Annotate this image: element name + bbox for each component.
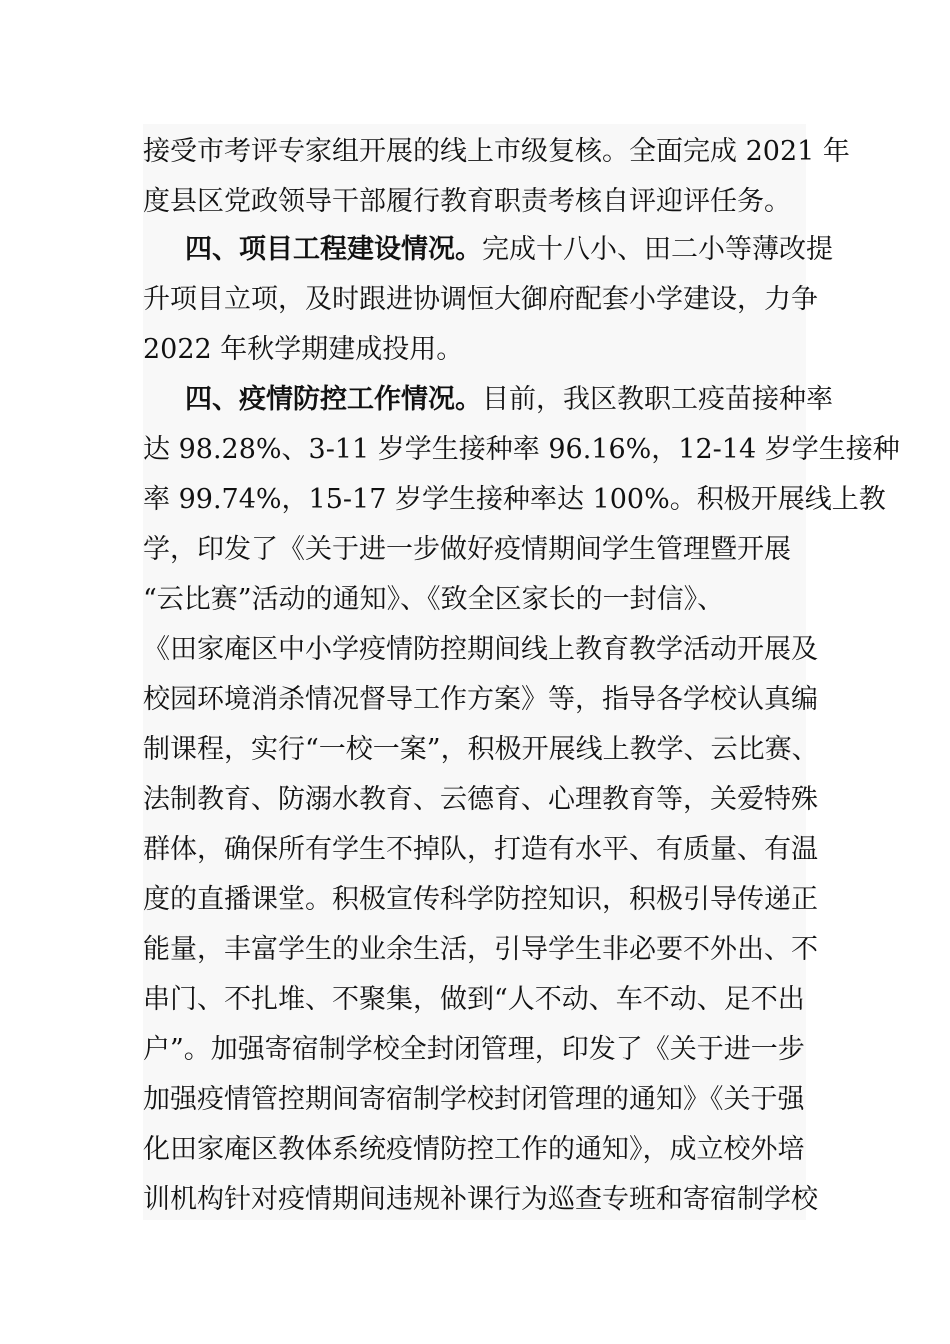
text-line-4: 升项目立项，及时跟进协调恒大御府配套小学建设，力争 <box>143 284 818 315</box>
text-line-7: 达 98.28%、3-11 岁学生接种率 96.16%，12-14 岁学生接种 <box>143 434 900 465</box>
text-line-5: 2022 年秋学期建成投用。 <box>143 334 464 365</box>
text-line-22: 训机构针对疫情期间违规补课行为巡查专班和寄宿制学校 <box>143 1184 818 1215</box>
text-line-17: 能量，丰富学生的业余生活，引导学生非必要不外出、不 <box>143 934 818 965</box>
text-line-12: 校园环境消杀情况督导工作方案》等，指导各学校认真编 <box>143 684 818 715</box>
text-line-19: 户”。加强寄宿制学校全封闭管理，印发了《关于进一步 <box>143 1034 805 1065</box>
text-line-2: 度县区党政领导干部履行教育职责考核自评迎评任务。 <box>143 186 791 217</box>
text-line-21: 化田家庵区教体系统疫情防控工作的通知》，成立校外培 <box>143 1134 805 1165</box>
document-text <box>143 124 900 1220</box>
text-line-8: 率 99.74%，15-17 岁学生接种率达 100%。积极开展线上教 <box>143 484 886 515</box>
text-line-15: 群体，确保所有学生不掉队，打造有水平、有质量、有温 <box>143 834 818 865</box>
paragraph-project <box>185 230 833 270</box>
text-line-6: 目前，我区教职工疫苗接种率 <box>482 384 833 415</box>
section-heading-project: 四、项目工程建设情况。 <box>185 234 482 265</box>
text-line-3: 完成十八小、田二小等薄改提 <box>482 234 833 265</box>
text-line-9: 学，印发了《关于进一步做好疫情期间学生管理暨开展 <box>143 534 791 565</box>
section-heading-epidemic: 四、疫情防控工作情况。 <box>185 384 482 415</box>
text-line-13: 制课程，实行“一校一案”，积极开展线上教学、云比赛、 <box>143 734 819 765</box>
paragraph-epidemic <box>185 380 833 420</box>
text-line-14: 法制教育、防溺水教育、云德育、心理教育等，关爱特殊 <box>143 784 818 815</box>
text-line-18: 串门、不扎堆、不聚集，做到“人不动、车不动、足不出 <box>143 984 805 1015</box>
text-line-20: 加强疫情管控期间寄宿制学校封闭管理的通知》《关于强 <box>143 1084 805 1115</box>
text-line-10: “云比赛”活动的通知》、《致全区家长的一封信》、 <box>143 584 725 615</box>
text-line-1: 接受市考评专家组开展的线上市级复核。全面完成 2021 年 <box>143 136 850 167</box>
text-line-16: 度的直播课堂。积极宣传科学防控知识，积极引导传递正 <box>143 884 818 915</box>
text-line-11: 《田家庵区中小学疫情防控期间线上教育教学活动开展及 <box>143 634 818 665</box>
